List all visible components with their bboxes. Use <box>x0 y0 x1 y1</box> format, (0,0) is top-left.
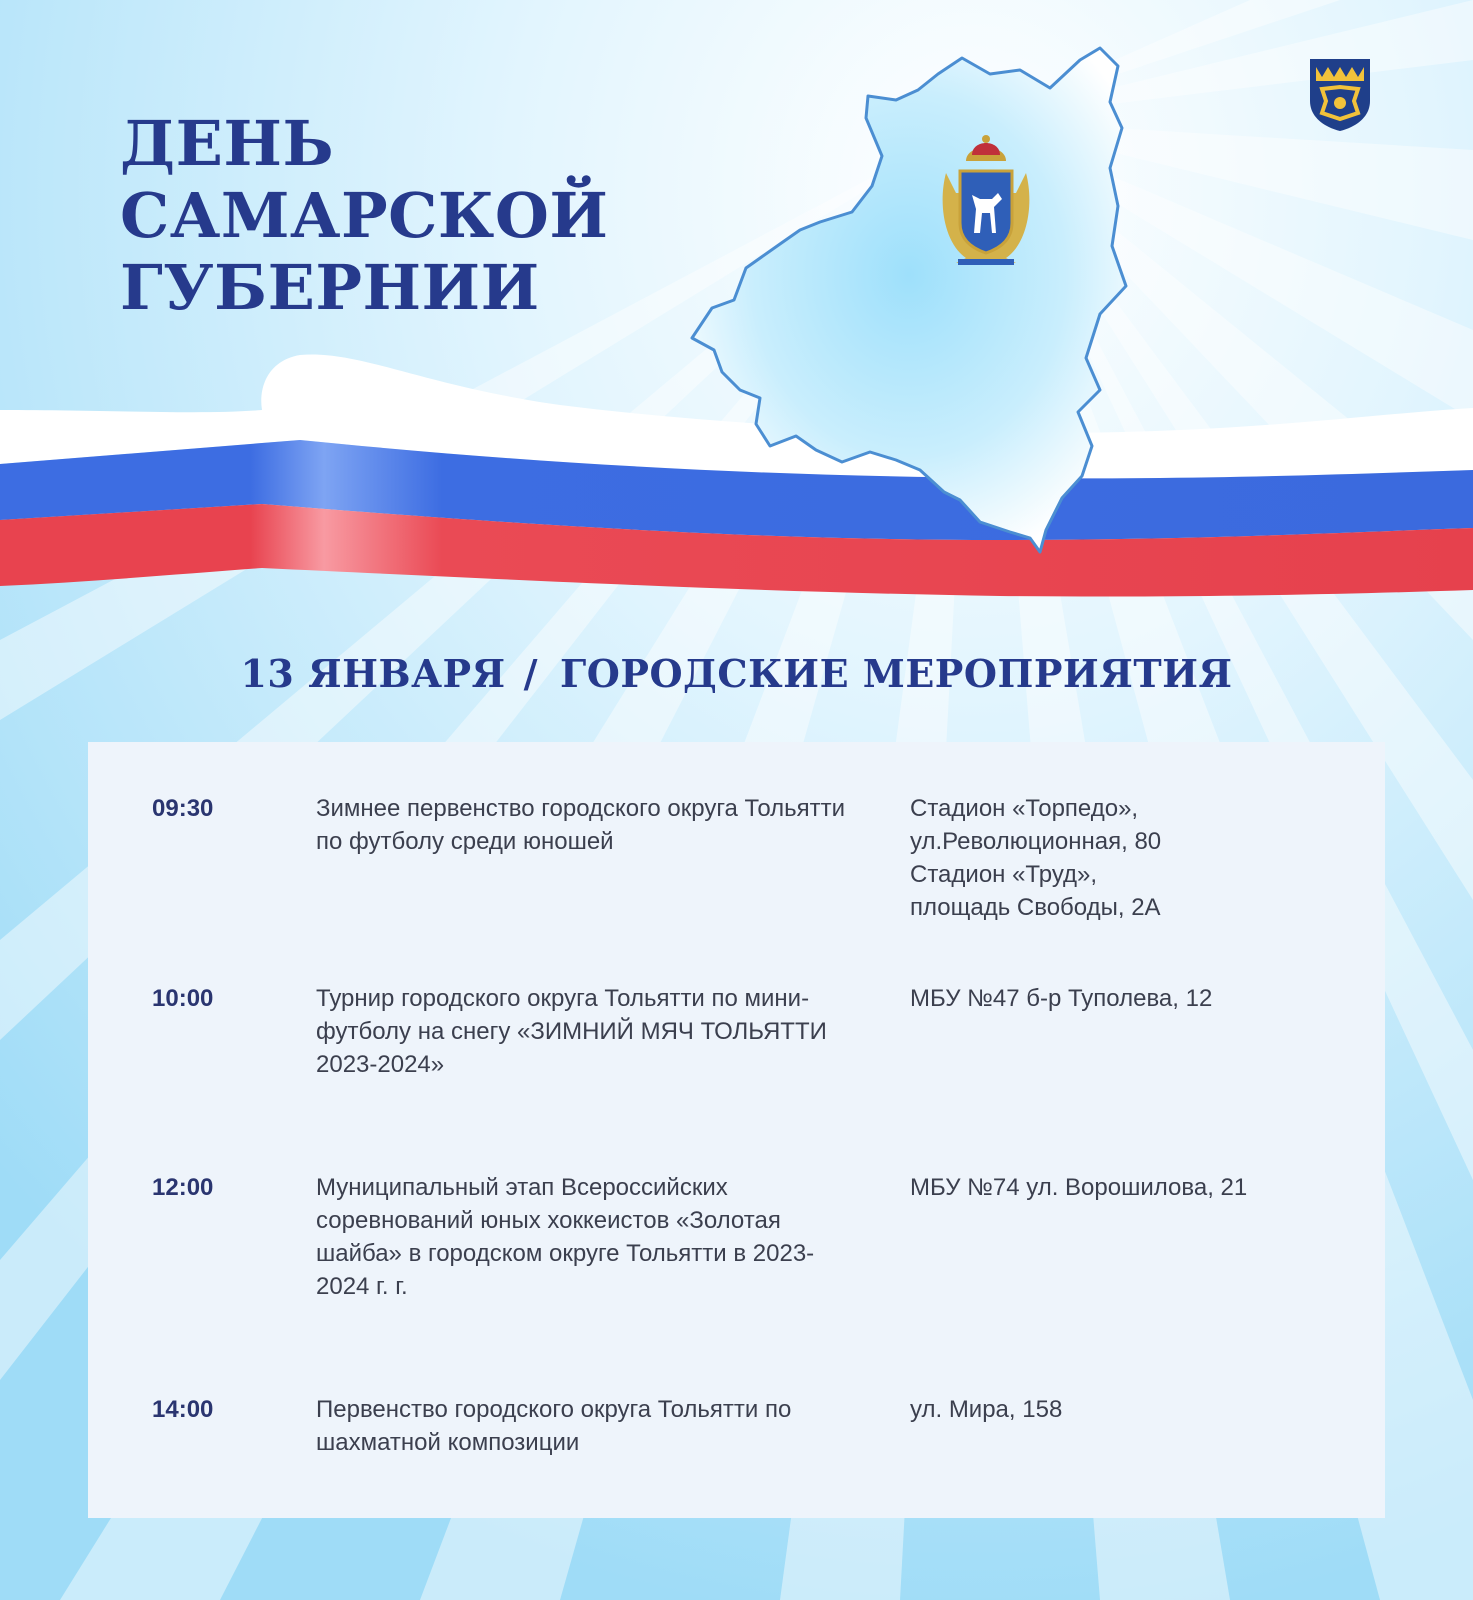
event-title: Муниципальный этап Всероссийских соревнований юных хоккеистов «Золотая шайба» в городском округе Тольятти в 2023-2024 г. г. <box>316 1174 815 1300</box>
event-time: 09:30 <box>152 795 214 822</box>
subtitle-label: ГОРОДСКИЕ МЕРОПРИЯТИЯ <box>560 651 1233 696</box>
event-place <box>910 1171 1350 1204</box>
event-place-line: МБУ №47 б-р Туполева, 12 <box>910 985 1213 1012</box>
event-place-line: площадь Свободы, 2А <box>910 894 1161 921</box>
event-place <box>910 1393 1350 1426</box>
samara-coat-of-arms-icon <box>936 133 1036 273</box>
event-place-line: ул.Революционная, 80 <box>910 828 1162 855</box>
events-card <box>88 742 1385 1518</box>
event-date: 13 ЯНВАРЯ <box>240 651 506 696</box>
event-title: Зимнее первенство городского округа Тольятти по футболу среди юношей <box>316 795 846 855</box>
title-line-3: ГУБЕРНИИ <box>120 251 540 324</box>
tolyatti-emblem-icon <box>1308 57 1372 133</box>
event-time: 12:00 <box>152 1174 214 1201</box>
subtitle <box>0 650 1473 698</box>
event-place-line: Стадион «Торпедо», <box>910 795 1139 822</box>
event-place-line: Стадион «Труд», <box>910 861 1098 888</box>
event-title: Первенство городского округа Тольятти по шахматной композиции <box>316 1396 792 1456</box>
page-title <box>120 108 608 324</box>
event-place-line: ул. Мира, 158 <box>910 1396 1063 1423</box>
event-place <box>910 982 1350 1015</box>
event-time: 14:00 <box>152 1396 214 1423</box>
event-place-line: МБУ №74 ул. Ворошилова, 21 <box>910 1174 1248 1201</box>
event-time: 10:00 <box>152 985 214 1012</box>
title-line-1: ДЕНЬ <box>120 107 335 180</box>
event-place <box>910 792 1350 924</box>
subtitle-separator: / <box>523 651 539 696</box>
title-line-2: САМАРСКОЙ <box>120 179 609 252</box>
event-title: Турнир городского округа Тольятти по мини-футболу на снегу «ЗИМНИЙ МЯЧ ТОЛЬЯТТИ 2023-2024» <box>316 985 827 1078</box>
